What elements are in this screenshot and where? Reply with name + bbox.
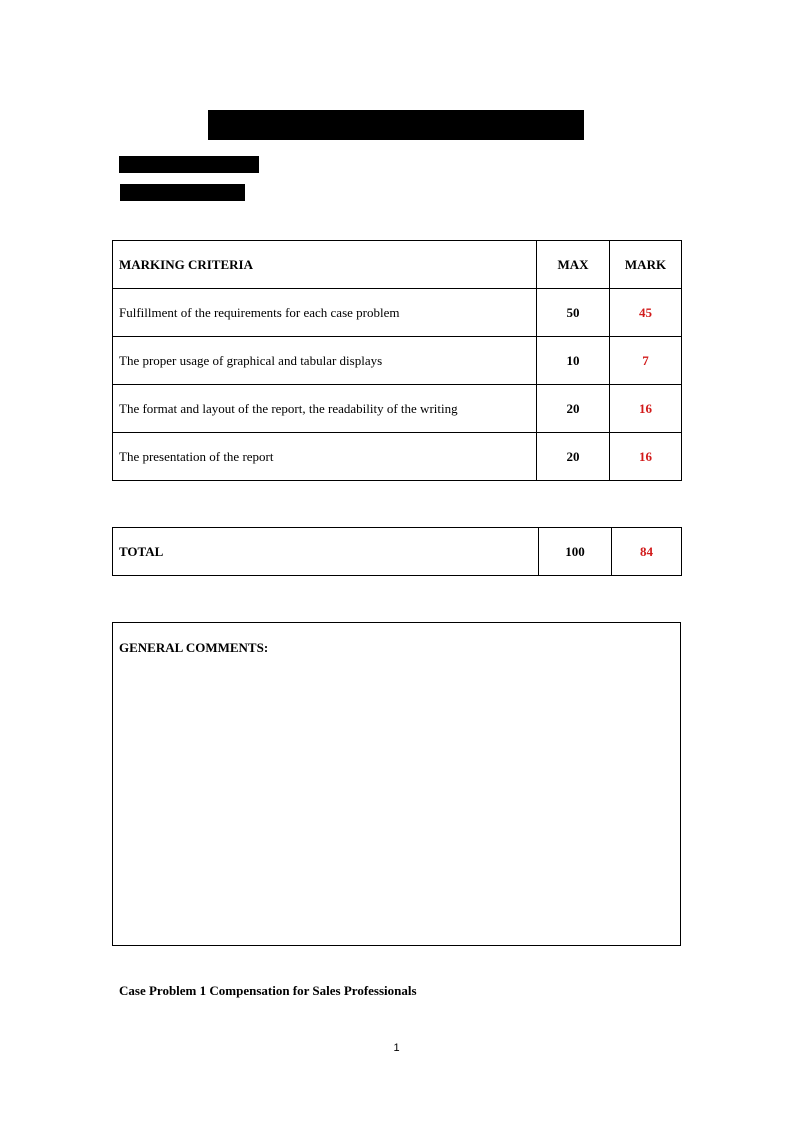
total-max: 100 — [539, 528, 612, 576]
table-row — [113, 433, 682, 481]
redacted-name-block — [119, 156, 259, 173]
criteria-cell: The proper usage of graphical and tabular displays — [113, 337, 537, 385]
mark-cell: 45 — [610, 289, 682, 337]
general-comments-label: GENERAL COMMENTS: — [119, 640, 269, 655]
total-table — [112, 527, 682, 576]
criteria-header-row — [113, 241, 682, 289]
case-problem-heading: Case Problem 1 Compensation for Sales Professionals — [119, 983, 417, 998]
total-row — [113, 528, 682, 576]
total-mark: 84 — [612, 528, 682, 576]
max-cell: 10 — [537, 337, 610, 385]
mark-cell: 16 — [610, 433, 682, 481]
max-cell: 20 — [537, 385, 610, 433]
max-cell: 20 — [537, 433, 610, 481]
mark-cell: 16 — [610, 385, 682, 433]
redacted-id-block — [120, 184, 245, 201]
criteria-cell: Fulfillment of the requirements for each case problem — [113, 289, 537, 337]
page-number: 1 — [393, 1042, 400, 1054]
table-row — [113, 337, 682, 385]
criteria-header: MARKING CRITERIA — [113, 241, 537, 289]
table-row — [113, 385, 682, 433]
redacted-title-block — [208, 110, 584, 140]
total-label: TOTAL — [113, 528, 539, 576]
table-row — [113, 289, 682, 337]
max-header: MAX — [537, 241, 610, 289]
max-cell: 50 — [537, 289, 610, 337]
general-comments-box — [112, 622, 681, 946]
marking-criteria-table — [112, 240, 682, 481]
mark-header: MARK — [610, 241, 682, 289]
criteria-cell: The presentation of the report — [113, 433, 537, 481]
mark-cell: 7 — [610, 337, 682, 385]
criteria-cell: The format and layout of the report, the readability of the writing — [113, 385, 537, 433]
